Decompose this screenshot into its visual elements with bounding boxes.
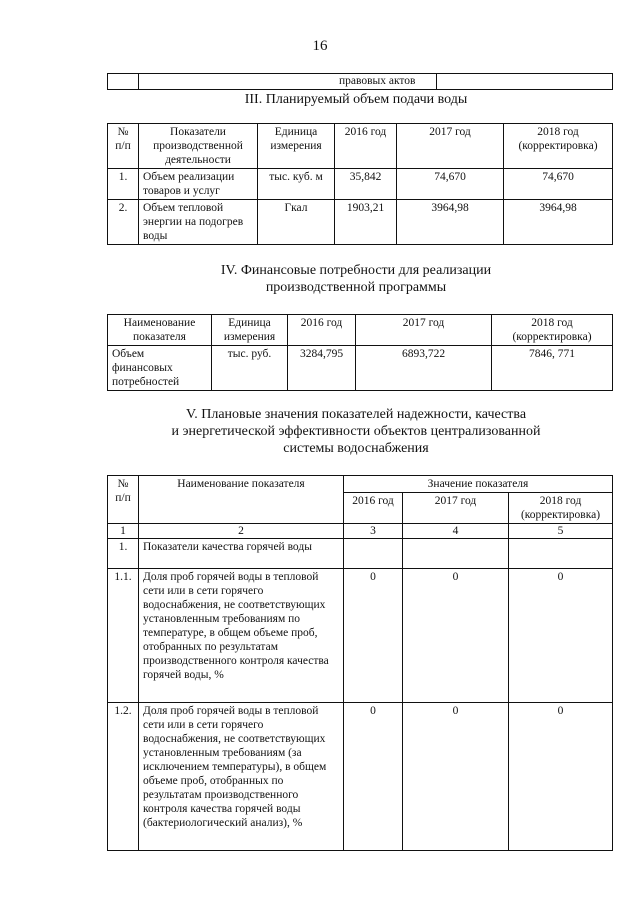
header-cell: 2016 год <box>335 124 397 169</box>
table-cell: Доля проб горячей воды в тепловой сети или в сети горячего водоснабжения, не соответствующих установленным требованиям (за исключением температуры), в общем объеме проб, отобранных по результатам производственного контроля качества горячей воды (бактериологический анализ), % <box>139 703 344 851</box>
header-cell: Показатели производственной деятельности <box>139 124 258 169</box>
table-row <box>108 169 613 200</box>
header-cell: 2017 год <box>356 315 492 346</box>
table-cell: 0 <box>344 569 403 703</box>
table-header-row <box>108 124 613 169</box>
section4-title-line1: IV. Финансовые потребности для реализации <box>220 263 492 278</box>
table-cell: 2. <box>108 200 139 245</box>
table-cell: 3964,98 <box>504 200 613 245</box>
table-cell: 0 <box>403 703 509 851</box>
table-cell: 0 <box>344 703 403 851</box>
table-cell: Объем тепловой энергии на подогрев воды <box>139 200 258 245</box>
table-cell: Доля проб горячей воды в тепловой сети или в сети горячего водоснабжения, не соответствующих установленным требованиям по температуре, в общем объеме проб, отобранных по результатам производственного контроля качества горячей воды, % <box>139 569 344 703</box>
table-cell <box>344 539 403 569</box>
section4-title-line2: производственной программы <box>265 280 447 295</box>
table-cell: 1.2. <box>108 703 139 851</box>
fragment-cell-empty <box>437 74 613 90</box>
header-cell-value-group: Значение показателя <box>344 476 613 493</box>
table-header-row <box>108 315 613 346</box>
water-supply-table <box>107 123 613 245</box>
table-cell: 3284,795 <box>288 346 356 391</box>
section3-title: III. Планируемый объем подачи воды <box>244 92 468 107</box>
header-cell: № п/п <box>108 124 139 169</box>
fragment-cell: правовых актов <box>139 74 437 90</box>
section5-title <box>100 406 612 457</box>
section5-title-line1: V. Плановые значения показателей надежности, качества <box>185 407 527 422</box>
section5-title-line2: и энергетической эффективности объектов централизованной <box>171 424 541 439</box>
header-cell: 2018 год (корректировка) <box>504 124 613 169</box>
column-number-row <box>108 524 613 539</box>
header-cell: 2018 год (корректировка) <box>509 493 613 524</box>
table-cell: 1. <box>108 169 139 200</box>
section5-title-line3: системы водоснабжения <box>283 441 429 456</box>
table-row <box>108 539 613 569</box>
section4-title <box>100 262 612 296</box>
header-cell: 2017 год <box>397 124 504 169</box>
table-header-row <box>108 476 613 493</box>
table-row <box>108 569 613 703</box>
table-cell: 1. <box>108 539 139 569</box>
table-cell: 0 <box>509 569 613 703</box>
table-cell: 0 <box>403 569 509 703</box>
header-cell: 2018 год (корректировка) <box>492 315 613 346</box>
column-number-cell: 5 <box>509 524 613 539</box>
table-cell: Объем финансовых потребностей <box>108 346 212 391</box>
table-cell: Показатели качества горячей воды <box>139 539 344 569</box>
table-cell <box>403 539 509 569</box>
table-row <box>108 703 613 851</box>
header-cell: 2017 год <box>403 493 509 524</box>
header-cell: Единица измерения <box>212 315 288 346</box>
table-cell: 74,670 <box>504 169 613 200</box>
header-cell: 2016 год <box>344 493 403 524</box>
header-cell: 2016 год <box>288 315 356 346</box>
table-row <box>108 346 613 391</box>
column-number-cell: 2 <box>139 524 344 539</box>
column-number-cell: 4 <box>403 524 509 539</box>
previous-table-fragment <box>107 73 613 90</box>
financial-needs-table <box>107 314 613 391</box>
column-number-cell: 1 <box>108 524 139 539</box>
table-cell: 7846, 771 <box>492 346 613 391</box>
table-cell: 35,842 <box>335 169 397 200</box>
page-number: 16 <box>312 38 328 54</box>
header-cell-name: Наименование показателя <box>139 476 344 524</box>
table-cell <box>509 539 613 569</box>
header-cell: Единица измерения <box>258 124 335 169</box>
table-cell: 74,670 <box>397 169 504 200</box>
table-cell: Объем реализации товаров и услуг <box>139 169 258 200</box>
header-cell: Наименование показателя <box>108 315 212 346</box>
table-cell: 0 <box>509 703 613 851</box>
table-cell: 1.1. <box>108 569 139 703</box>
table-row <box>108 200 613 245</box>
table-cell: 3964,98 <box>397 200 504 245</box>
reliability-indicators-table <box>107 475 613 851</box>
table-cell: тыс. руб. <box>212 346 288 391</box>
fragment-cell-empty <box>108 74 139 90</box>
table-cell: тыс. куб. м <box>258 169 335 200</box>
table-cell: Гкал <box>258 200 335 245</box>
table-cell: 6893,722 <box>356 346 492 391</box>
table-cell: 1903,21 <box>335 200 397 245</box>
column-number-cell: 3 <box>344 524 403 539</box>
header-cell-num: № п/п <box>108 476 139 524</box>
